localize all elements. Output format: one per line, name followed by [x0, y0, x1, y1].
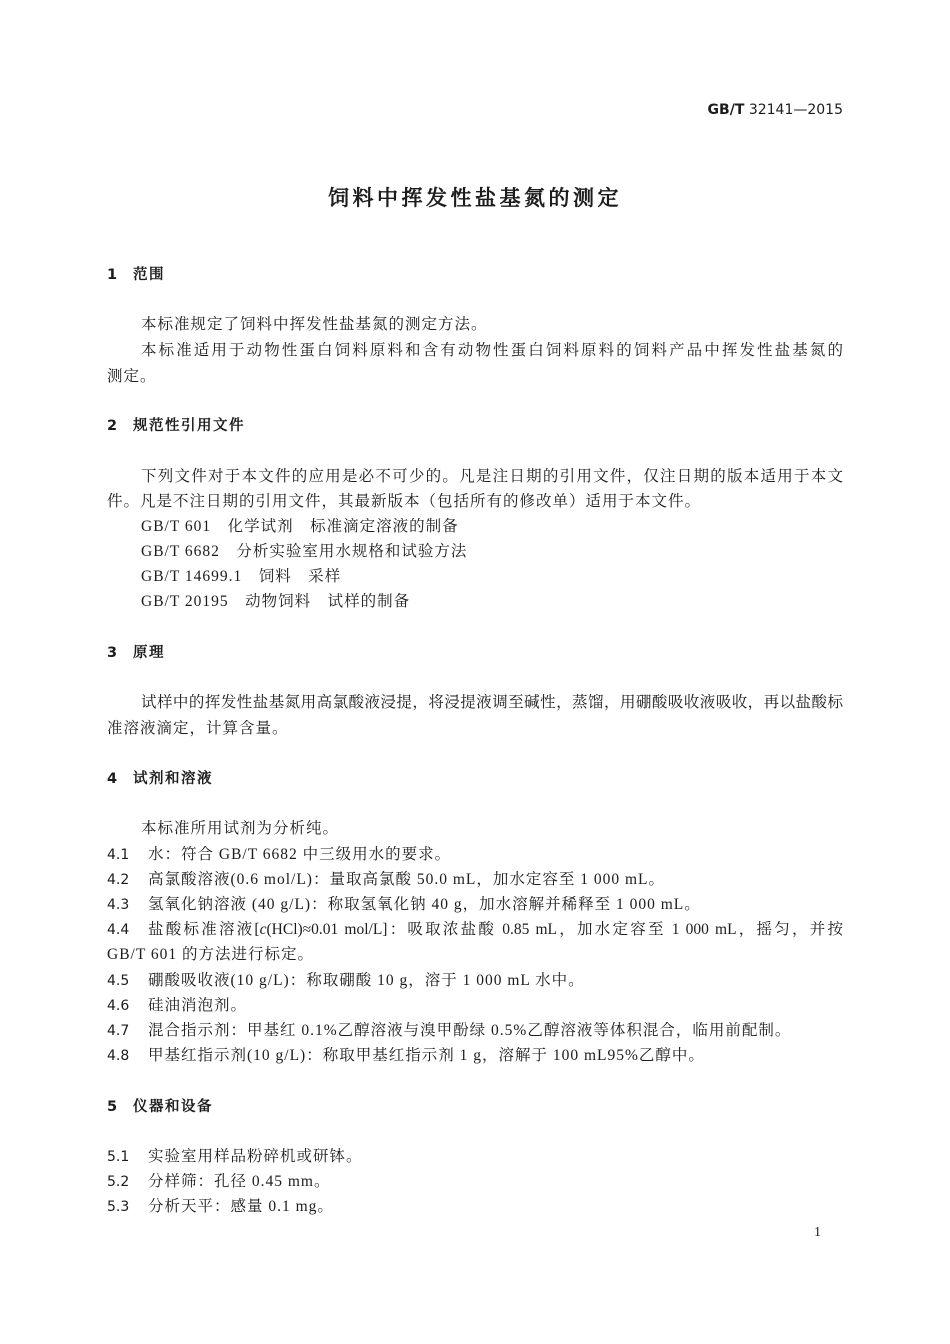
reagents-intro-line: 本标准所用试剂为分析纯。	[141, 820, 340, 837]
section-heading-apparatus	[107, 1097, 213, 1117]
standard-code-prefix: GB/T	[707, 102, 745, 118]
clause-number: 4.8	[107, 1048, 130, 1064]
clause-text: 硅油消泡剂。	[148, 997, 248, 1014]
standard-code	[708, 100, 843, 120]
section-title: 规范性引用文件	[133, 418, 245, 434]
clause-item	[107, 971, 843, 991]
reference-item: GB/T 14699.1 饲料 采样	[141, 568, 342, 585]
section-heading-normative-references	[107, 416, 245, 436]
document-title: 饲料中挥发性盐基氮的测定	[328, 186, 622, 210]
clause-number: 5.1	[107, 1149, 130, 1165]
clause-text: 氢氧化钠溶液 (40 g/L)：称取氢氧化钠 40 g，加水溶解并稀释至 1 000 mL。	[148, 896, 701, 913]
section-title: 原理	[133, 645, 165, 661]
clause-item	[107, 845, 843, 865]
scope-line: 本标准规定了饲料中挥发性盐基氮的测定方法。	[141, 316, 488, 333]
clause-continuation-line: GB/T 601 的方法进行标定。	[107, 946, 315, 963]
clause-number: 4.7	[107, 1023, 130, 1039]
references-intro-line: 件。凡是不注日期的引用文件，其最新版本（包括所有的修改单）适用于本文件。	[107, 493, 702, 510]
section-number: 3	[107, 645, 118, 661]
section-heading-reagents	[107, 769, 213, 789]
clause-number: 4.2	[107, 872, 130, 888]
clause-number: 4.3	[107, 897, 130, 913]
standard-code-number: 32141—2015	[748, 102, 843, 118]
clause-text: 高氯酸溶液(0.6 mol/L)：量取高氯酸 50.0 mL，加水定容至 1 000 mL。	[148, 871, 666, 888]
clause-text: 分样筛：孔径 0.45 mm。	[148, 1173, 331, 1190]
clause-item	[107, 1021, 843, 1041]
page-number: 1	[814, 1225, 821, 1240]
clause-number: 4.6	[107, 998, 130, 1014]
scope-line: 测定。	[107, 368, 157, 385]
section-heading-principle	[107, 643, 165, 663]
clause-item	[107, 870, 843, 890]
reference-item: GB/T 601 化学试剂 标准滴定溶液的制备	[141, 518, 459, 535]
clause-number: 4.4	[107, 922, 130, 938]
scope-line: 本标准适用于动物性蛋白饲料原料和含有动物性蛋白饲料原料的饲料产品中挥发性盐基氮的	[141, 342, 843, 359]
clause-text: 实验室用样品粉碎机或研钵。	[148, 1148, 363, 1165]
clause-text: 分析天平：感量 0.1 mg。	[148, 1198, 334, 1215]
concentration-symbol: c	[259, 921, 267, 938]
clause-item	[107, 1197, 843, 1217]
clause-item	[107, 1172, 843, 1192]
clause-text: 甲基红指示剂(10 g/L)：称取甲基红指示剂 1 g，溶解于 100 mL95%乙醇中。	[148, 1047, 705, 1064]
principle-line: 试样中的挥发性盐基氮用高氯酸液浸提，将浸提液调至碱性，蒸馏，用硼酸吸收液吸收，再以盐酸标	[141, 694, 843, 711]
reference-item: GB/T 20195 动物饲料 试样的制备	[141, 593, 411, 610]
section-title: 试剂和溶液	[133, 771, 213, 787]
section-title: 仪器和设备	[133, 1099, 213, 1115]
section-heading-scope	[107, 265, 165, 285]
references-intro-line: 下列文件对于本文件的应用是必不可少的。凡是注日期的引用文件，仅注日期的版本适用于本文	[141, 468, 843, 485]
clause-item	[107, 996, 843, 1016]
clause-item	[107, 1046, 843, 1066]
clause-text	[148, 920, 843, 940]
clause-item	[107, 1147, 843, 1167]
section-title: 范围	[133, 267, 165, 283]
clause-number: 4.5	[107, 973, 130, 989]
principle-line: 准溶液滴定，计算含量。	[107, 720, 289, 737]
clause-text-part: 盐酸标准溶液[	[148, 921, 260, 938]
clause-text-part: (HCl)≈0.01 mol/L]：吸取浓盐酸 0.85 mL，加水定容至 1 000 mL，摇匀，并按	[266, 921, 843, 938]
clause-number: 5.3	[107, 1199, 130, 1215]
clause-text: 硼酸吸收液(10 g/L)：称取硼酸 10 g，溶于 1 000 mL 水中。	[148, 972, 585, 989]
section-number: 5	[107, 1099, 118, 1115]
clause-item	[107, 895, 843, 915]
clause-item	[107, 920, 843, 940]
section-number: 2	[107, 418, 118, 434]
clause-text: 水：符合 GB/T 6682 中三级用水的要求。	[148, 846, 452, 863]
reference-item: GB/T 6682 分析实验室用水规格和试验方法	[141, 543, 468, 560]
clause-number: 5.2	[107, 1174, 130, 1190]
clause-text: 混合指示剂：甲基红 0.1%乙醇溶液与溴甲酚绿 0.5%乙醇溶液等体积混合，临用前配制。	[148, 1022, 792, 1039]
section-number: 4	[107, 771, 118, 787]
section-number: 1	[107, 267, 118, 283]
clause-number: 4.1	[107, 847, 130, 863]
